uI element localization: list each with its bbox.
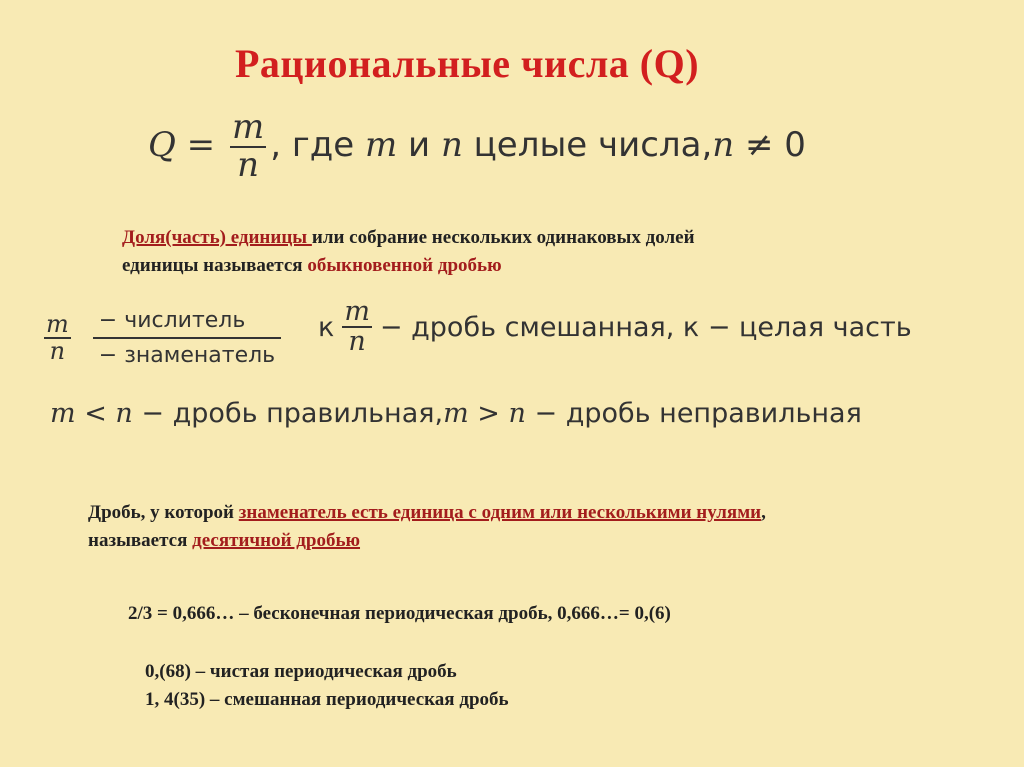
greater-than-sign: > bbox=[477, 398, 500, 429]
definition-neq-zero: ≠ 0 bbox=[745, 125, 806, 166]
mixed-denominator: n bbox=[348, 326, 366, 358]
example-infinite-periodic: 2/3 = 0,666… – бесконечная периодическая дробь, 0,666…= 0,(6) bbox=[128, 603, 671, 624]
fraction-numerator: m bbox=[231, 107, 265, 147]
mixed-numerator: m bbox=[344, 296, 370, 327]
common-fraction-line-2 bbox=[122, 252, 695, 280]
mixed-fraction-text: − дробь смешанная, к − целая часть bbox=[379, 311, 912, 343]
parts-denominator: n bbox=[49, 337, 66, 365]
mixed-k: к bbox=[318, 311, 335, 343]
decimal-line-1 bbox=[88, 499, 766, 527]
common-fraction-text-1: или собрание нескольких одинаковых долей bbox=[311, 227, 695, 248]
decimal-text-2: называется bbox=[88, 530, 193, 551]
common-fraction-text-2: единицы называется bbox=[122, 255, 308, 276]
proper-improper-formula bbox=[50, 398, 862, 429]
slide-title: Рациональные числа (Q) bbox=[234, 41, 700, 86]
q-symbol: Q = bbox=[148, 125, 216, 166]
improper-m: m bbox=[443, 398, 469, 429]
parts-numerator: m bbox=[46, 309, 69, 338]
decimal-line-2 bbox=[88, 527, 766, 555]
improper-n: n bbox=[508, 398, 526, 429]
decimal-fraction-term: десятичной дробью bbox=[192, 530, 361, 551]
improper-text: − дробь неправильная bbox=[534, 398, 862, 429]
mixed-fraction-formula bbox=[318, 298, 912, 357]
mixed-fraction bbox=[342, 298, 372, 357]
example-pure-periodic: 0,(68) – чистая периодическая дробь bbox=[145, 661, 457, 682]
common-fraction-paragraph bbox=[122, 224, 695, 280]
denominator-condition: знаменатель есть единица с одним или несколькими нулями bbox=[238, 502, 762, 523]
common-fraction-line-1 bbox=[122, 224, 695, 252]
unit-part-term: Доля(часть) единицы bbox=[122, 227, 312, 248]
definition-integers-text: целые числа, bbox=[473, 125, 713, 166]
less-than-sign: < bbox=[84, 398, 107, 429]
numerator-label: − числитель bbox=[93, 304, 281, 339]
definition-m: m bbox=[364, 125, 398, 166]
fraction-denominator: n bbox=[237, 144, 260, 185]
definition-and: и bbox=[408, 125, 431, 166]
fraction-parts-formula bbox=[40, 304, 281, 372]
definition-text-where: , где bbox=[270, 125, 355, 166]
proper-text: − дробь правильная, bbox=[141, 398, 444, 429]
definition-n2: n bbox=[712, 125, 735, 166]
proper-n: n bbox=[115, 398, 133, 429]
common-fraction-term: обыкновенной дробью bbox=[307, 255, 502, 276]
parts-fraction bbox=[44, 309, 71, 365]
example-mixed-periodic: 1, 4(35) – смешанная периодическая дробь bbox=[145, 689, 509, 710]
decimal-comma: , bbox=[761, 502, 766, 523]
m-over-n-fraction bbox=[230, 107, 266, 185]
decimal-text-1: Дробь, у которой bbox=[88, 502, 239, 523]
rational-definition-formula bbox=[148, 107, 806, 185]
proper-m: m bbox=[50, 398, 76, 429]
denominator-label: − знаменатель bbox=[98, 343, 276, 368]
decimal-fraction-paragraph bbox=[88, 499, 766, 555]
parts-labels bbox=[93, 304, 281, 372]
definition-n: n bbox=[440, 125, 463, 166]
